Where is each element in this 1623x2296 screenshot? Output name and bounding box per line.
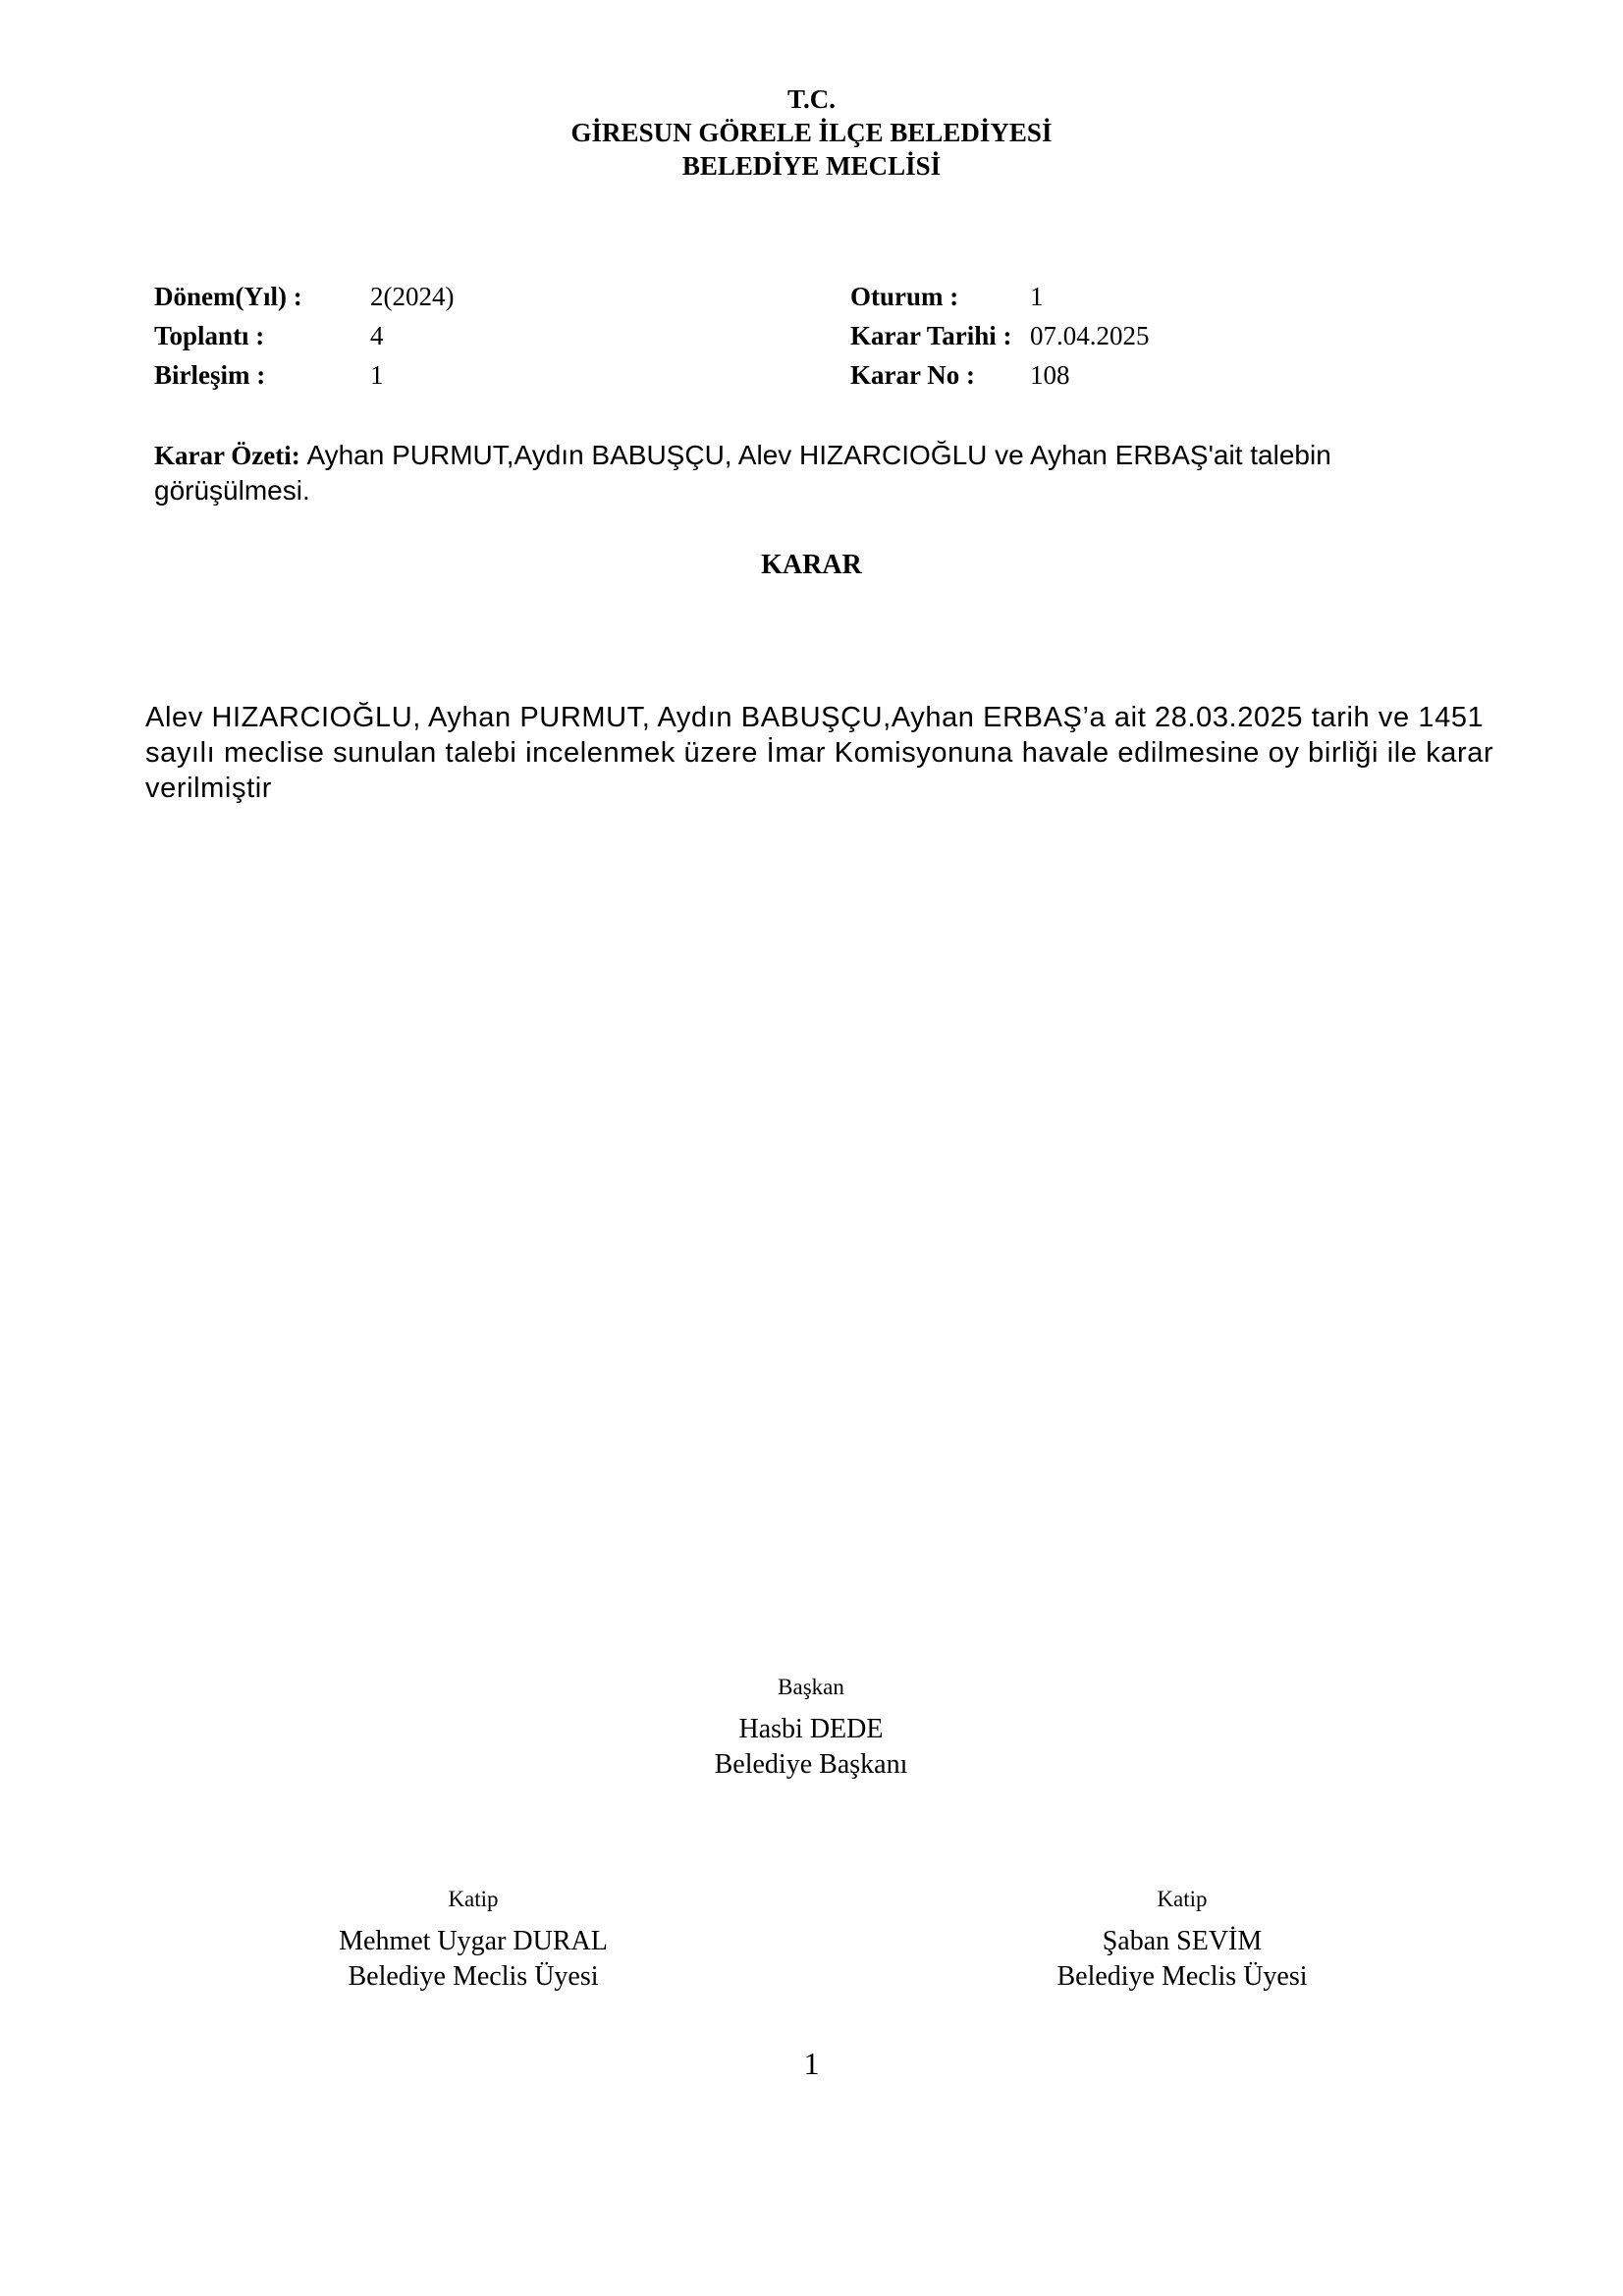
summary-text: Ayhan PURMUT,Aydın BABUŞÇU, Alev HIZARCIOĞLU ve Ayhan ERBAŞ'ait talebin görüşülmesi. <box>154 440 1331 506</box>
birlesim-label: Birleşim : <box>154 360 266 390</box>
decision-body: Alev HIZARCIOĞLU, Ayhan PURMUT, Aydın BABUŞÇU,Ayhan ERBAŞ’a ait 28.03.2025 tarih ve 1451 sayılı meclise sunulan talebi incelenmek üzere İmar Komisyonuna havale edilmesine oy birliği ile karar verilmiştir <box>145 702 1494 804</box>
karar-tarihi-label: Karar Tarihi : <box>850 321 1012 350</box>
karar-tarihi-value: 07.04.2025 <box>1030 321 1150 350</box>
donem-value: 2(2024) <box>370 282 455 311</box>
president-title: Belediye Başkanı <box>714 1749 908 1780</box>
karar-no-value: 108 <box>1030 360 1070 390</box>
clerk-left-name: Mehmet Uygar DURAL <box>339 1926 608 1956</box>
meta-row-oturum <box>850 277 1439 316</box>
signature-clerk-right <box>937 1885 1428 1995</box>
toplanti-value: 4 <box>370 321 384 350</box>
signature-president <box>566 1673 1056 1783</box>
header-municipality: GİRESUN GÖRELE İLÇE BELEDİYESİ <box>570 118 1053 147</box>
summary-label: Karar Özeti: <box>154 441 300 470</box>
clerk-left-title: Belediye Meclis Üyesi <box>348 1961 599 1992</box>
decision-title: KARAR <box>761 550 862 580</box>
clerk-right-title: Belediye Meclis Üyesi <box>1056 1961 1308 1992</box>
meta-left-block <box>154 277 743 395</box>
page-number: 1 <box>803 2046 820 2081</box>
oturum-value: 1 <box>1030 282 1044 311</box>
meta-right-block <box>850 277 1439 395</box>
meta-row-donem <box>154 277 743 316</box>
meta-row-karar-tarihi <box>850 316 1439 355</box>
document-header <box>0 82 1623 183</box>
header-country: T.C. <box>786 84 836 114</box>
karar-no-label: Karar No : <box>850 360 975 390</box>
decision-summary <box>154 438 1431 508</box>
toplanti-label: Toplantı : <box>154 321 265 350</box>
clerk-left-role: Katip <box>448 1887 499 1911</box>
clerk-right-name: Şaban SEVİM <box>1102 1926 1263 1956</box>
donem-label: Dönem(Yıl) : <box>154 282 302 311</box>
clerk-right-role: Katip <box>1157 1887 1208 1911</box>
president-name: Hasbi DEDE <box>738 1714 884 1744</box>
meta-row-karar-no <box>850 355 1439 395</box>
oturum-label: Oturum : <box>850 282 959 311</box>
signature-clerk-left <box>228 1885 719 1995</box>
meta-row-toplanti <box>154 316 743 355</box>
meta-row-birlesim <box>154 355 743 395</box>
president-role: Başkan <box>778 1675 844 1699</box>
birlesim-value: 1 <box>370 360 384 390</box>
header-council: BELEDİYE MECLİSİ <box>681 151 942 181</box>
